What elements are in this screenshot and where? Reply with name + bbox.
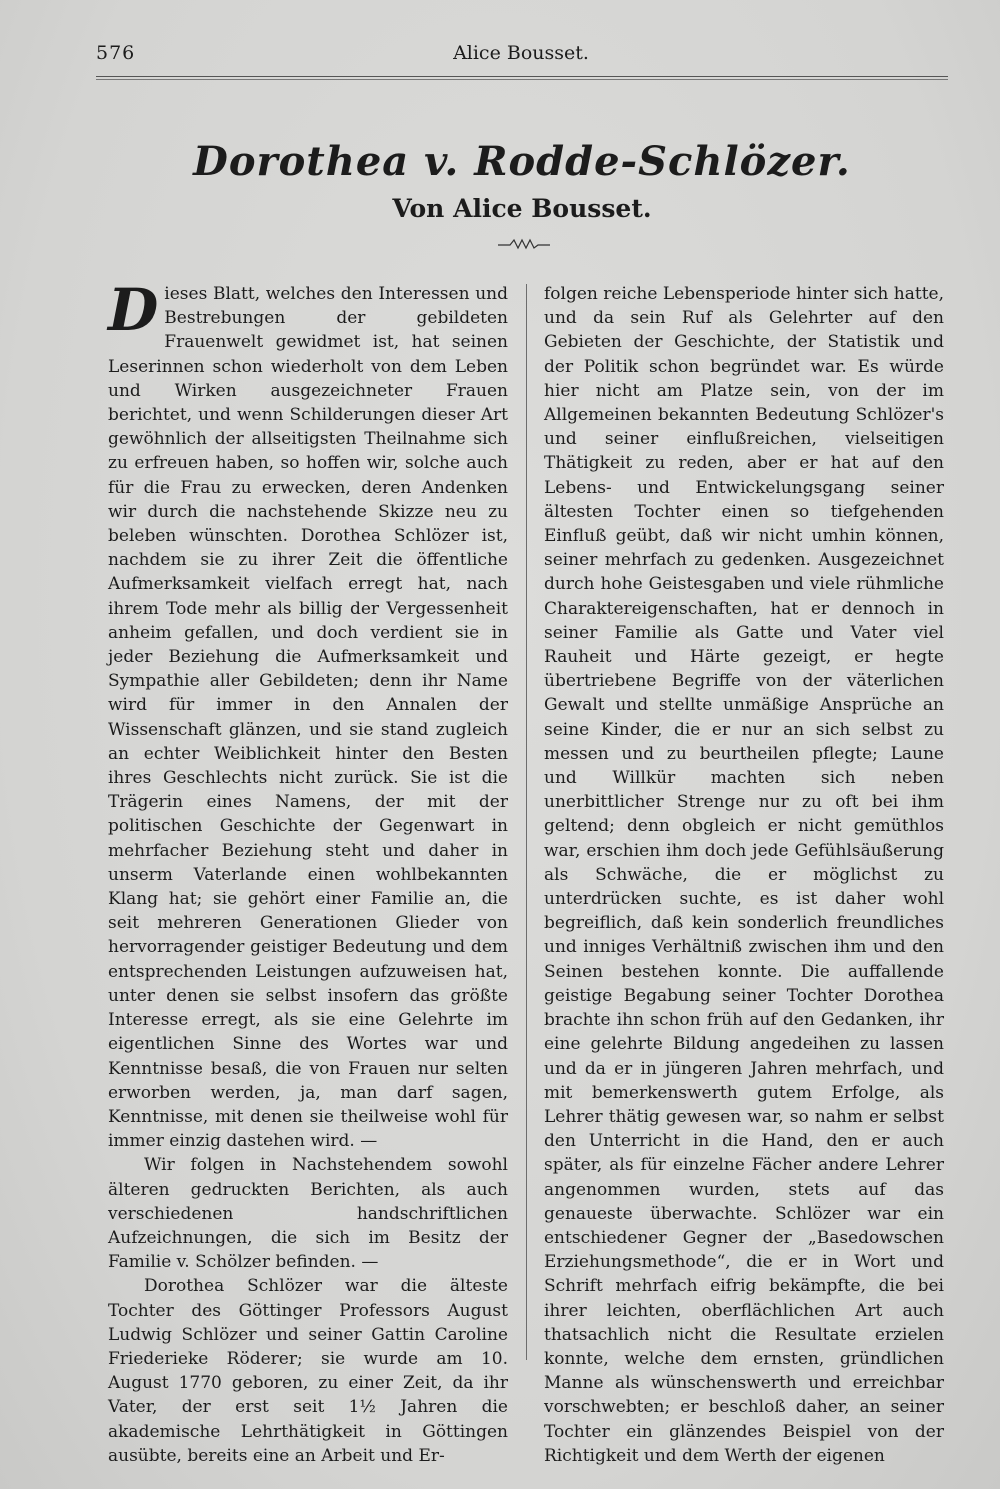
paragraph [108,276,508,1153]
paragraph-text: ieses Blatt, welches den Interessen und Bestrebungen der gebildeten Frauenwelt gewidmet ist, hat seinen Leserinnen schon wiederholt von dem Leben und Wirken ausgezeichneter Frauen berichtet, und wenn Schilderungen dieser Art gewöhnlich der allseitigsten Theilnahme sich zu erfreuen haben, so hoffen wir, solche auch für die Frau zu erwecken, deren Andenken wir durch die nachstehende Skizze neu zu beleben wünschten. Dorothea Schlözer ist, nachdem sie zu ihrer Zeit die öffentliche Aufmerksamkeit vielfach erregt hat, nach ihrem Tode mehr als billig der Vergessenheit anheim gefallen, und doch verdient sie in jeder Beziehung die Aufmerksamkeit und Sympathie aller Gebildeten; denn ihr Name wird für immer in den Annalen der Wissenschaft glänzen, und sie stand zugleich an echter Weiblichkeit hinter den Besten ihres Geschlechts nicht zurück. Sie ist die Trägerin eines Namens, der mit der politischen Geschichte der Gegenwart in mehrfacher Beziehung steht und daher in unserm Vaterlande einen wohlbekannten Klang hat; sie gehört einer Familie an, die seit mehreren Generationen Glieder von hervorragender geistiger Bedeutung und dem entsprechenden Leistungen aufzuweisen hat, unter denen sie selbst insofern das größte Interesse erregt, als sie eine Gelehrte im eigentlichen Sinne des Wortes war und Kenntnisse besaß, die von Frauen nur selten erworben werden, ja, man darf sagen, Kenntnisse, mit denen sie theilweise wohl für immer einzig dastehen wird. — [108,284,508,1152]
paragraph: Dorothea Schlözer war die älteste Tochter des Göttinger Professors August Ludwig Schlözer und seiner Gattin Caroline Friederieke Röderer; sie wurde am 10. August 1770 geboren, zu einer Zeit, da ihr Vater, der erst seit 1½ Jahren die akademische Lehrthätigkeit in Göttingen ausübte, bereits eine an Arbeit und Er- [108,1276,508,1466]
header-rule [96,76,948,80]
paragraph: Wir folgen in Nachstehendem sowohl älteren gedruckten Berichten, als auch verschiedenen handschriftlichen Aufzeichnungen, die sich im Besitz der Familie v. Schölzer befinden. — [108,1155,508,1273]
article-body [108,276,948,1466]
running-head: Alice Bousset. [453,42,589,64]
drop-cap: D [108,276,159,344]
page-number: 576 [96,42,136,64]
article-title: Dorothea v. Rodde-Schlözer. [193,138,851,185]
ornament-divider [496,236,552,252]
paragraph: folgen reiche Lebensperiode hinter sich hatte, und da sein Ruf als Gelehrter auf den Gebieten der Geschichte, der Statistik und der Politik schon begründet war. Es würde hier nicht am Platze sein, von der im Allgemeinen bekannten Bedeutung Schlözer's und seiner einflußreichen, vielseitigen Thätigkeit zu reden, aber er hat auf den Lebens- und Entwickelungsgang seiner ältesten Tochter einen so tiefgehenden Einfluß geübt, daß wir nicht umhin können, seiner mehrfach zu gedenken. Ausgezeichnet durch hohe Geistesgaben und viele rühmliche Charaktereigenschaften, hat er dennoch in seiner Familie als Gatte und Vater viel Rauheit und Härte gezeigt, er hegte übertriebene Begriffe von der väterlichen Gewalt und stellte unmäßige Ansprüche an seine Kinder, die er nur an sich selbst zu messen und zu beurtheilen pflegte; Laune und Willkür machten sich neben unerbittlicher Strenge nur zu oft bei ihm geltend; denn obgleich er nicht gemüthlos war, erschien ihm doch jede Gefühlsäußerung als Schwäche, die er möglichst zu unterdrücken suchte, es ist daher wohl begreiflich, daß kein sonderlich freundliches und inniges Verhältniß zwischen ihm und den Seinen bestehen konnte. Die auffallende geistige Begabung seiner Tochter Dorothea brachte ihn schon früh auf den Gedanken, ihr eine gelehrte Bildung angedeihen zu lassen und da er in jüngeren Jahren mehrfach, und mit bemerkenswerth gutem Erfolge, als Lehrer thätig gewesen war, so nahm er selbst den Unterricht in die Hand, den er auch später, als für einzelne Fächer andere Lehrer angenommen wurden, stets auf das genaueste überwachte. Schlözer war ein entschiedener Gegner der „Basedowschen Erziehungsmethode“, die er in Wort und Schrift mehrfach eifrig bekämpfte, die bei ihrer leichten, oberflächlichen Art auch thatsachlich nicht die Resultate erzielen konnte, welche dem ernsten, gründlichen Manne als wünschenswerth und erreichbar vorschwebten; er beschloß daher, an seiner Tochter ein glänzendes Beispiel von der Richtigkeit und dem Werth der eigenen [544,284,944,1466]
article-byline: Von Alice Bousset. [392,194,652,223]
column-right [544,282,944,1468]
column-left [108,276,508,1468]
page-header [96,42,946,76]
